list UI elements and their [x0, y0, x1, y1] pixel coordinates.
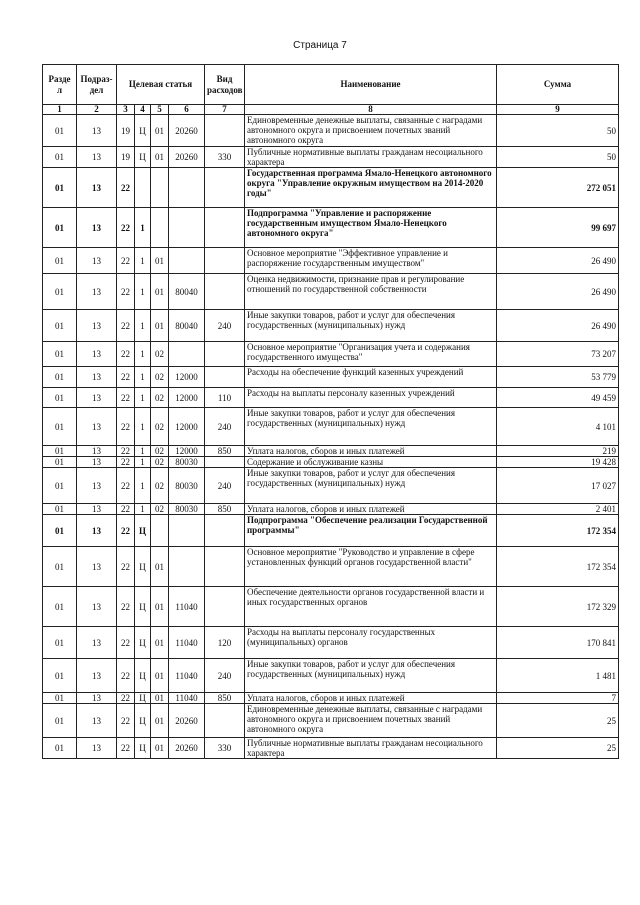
expense-type-cell: 240	[205, 310, 245, 342]
event-code-cell	[151, 168, 169, 208]
program-code-cell: 22	[117, 659, 135, 693]
program-code-cell: 22	[117, 248, 135, 274]
expense-type-cell: 110	[205, 388, 245, 408]
event-code-cell: 01	[151, 248, 169, 274]
program-code-cell: 22	[117, 693, 135, 704]
colnum: 6	[169, 105, 205, 115]
direction-code-cell: 11040	[169, 693, 205, 704]
name-cell: Обеспечение деятельности органов государственной власти и иных государственных органов	[245, 587, 497, 627]
direction-code-cell: 11040	[169, 659, 205, 693]
direction-code-cell	[169, 248, 205, 274]
sum-cell: 25	[497, 738, 619, 759]
subprogram-code-cell: 1	[135, 504, 151, 515]
subprogram-code-cell: Ц	[135, 587, 151, 627]
razdel-cell: 01	[43, 168, 77, 208]
podrazdel-cell: 13	[77, 274, 117, 310]
sum-cell: 25	[497, 704, 619, 738]
direction-code-cell: 12000	[169, 388, 205, 408]
table-row	[43, 457, 619, 468]
expense-type-cell: 850	[205, 446, 245, 457]
subprogram-code-cell: Ц	[135, 547, 151, 587]
subprogram-code-cell: 1	[135, 408, 151, 446]
subprogram-code-cell: Ц	[135, 515, 151, 547]
event-code-cell: 01	[151, 274, 169, 310]
event-code-cell: 01	[151, 587, 169, 627]
podrazdel-cell: 13	[77, 342, 117, 367]
razdel-cell: 01	[43, 367, 77, 388]
event-code-cell: 01	[151, 704, 169, 738]
sum-cell: 7	[497, 693, 619, 704]
sum-cell: 50	[497, 115, 619, 147]
razdel-cell: 01	[43, 115, 77, 147]
event-code-cell: 02	[151, 457, 169, 468]
expense-type-cell	[205, 274, 245, 310]
program-code-cell: 22	[117, 342, 135, 367]
program-code-cell: 22	[117, 468, 135, 504]
expense-type-cell	[205, 515, 245, 547]
direction-code-cell: 80040	[169, 310, 205, 342]
sum-cell: 172 354	[497, 515, 619, 547]
name-cell: Уплата налогов, сборов и иных платежей	[245, 446, 497, 457]
podrazdel-cell: 13	[77, 408, 117, 446]
expense-type-cell: 850	[205, 504, 245, 515]
program-code-cell: 22	[117, 446, 135, 457]
program-code-cell: 22	[117, 168, 135, 208]
subprogram-code-cell: Ц	[135, 147, 151, 168]
subprogram-code-cell: Ц	[135, 115, 151, 147]
page-label: Страница 7	[293, 40, 347, 51]
sum-cell: 73 207	[497, 342, 619, 367]
program-code-cell: 22	[117, 515, 135, 547]
name-cell: Иные закупки товаров, работ и услуг для обеспечения государственных (муниципальных) нужд	[245, 408, 497, 446]
sum-cell: 49 459	[497, 388, 619, 408]
table-row	[43, 147, 619, 168]
razdel-cell: 01	[43, 208, 77, 248]
table-row	[43, 367, 619, 388]
razdel-cell: 01	[43, 310, 77, 342]
header-naim: Наименование	[245, 65, 497, 105]
razdel-cell: 01	[43, 342, 77, 367]
razdel-cell: 01	[43, 408, 77, 446]
colnum: 7	[205, 105, 245, 115]
direction-code-cell: 11040	[169, 587, 205, 627]
sum-cell: 26 490	[497, 274, 619, 310]
subprogram-code-cell: 1	[135, 310, 151, 342]
direction-code-cell	[169, 342, 205, 367]
direction-code-cell: 20260	[169, 738, 205, 759]
expense-type-cell	[205, 704, 245, 738]
podrazdel-cell: 13	[77, 388, 117, 408]
name-cell: Иные закупки товаров, работ и услуг для обеспечения государственных (муниципальных) нужд	[245, 468, 497, 504]
razdel-cell: 01	[43, 504, 77, 515]
podrazdel-cell: 13	[77, 504, 117, 515]
sum-cell: 272 051	[497, 168, 619, 208]
table-row	[43, 342, 619, 367]
header-celevaya: Целевая статья	[117, 65, 205, 105]
razdel-cell: 01	[43, 587, 77, 627]
podrazdel-cell: 13	[77, 168, 117, 208]
program-code-cell: 19	[117, 115, 135, 147]
table-row	[43, 115, 619, 147]
expense-type-cell: 330	[205, 738, 245, 759]
name-cell: Оценка недвижимости, признание прав и регулирование отношений по государственной собственности	[245, 274, 497, 310]
subprogram-code-cell: 1	[135, 388, 151, 408]
direction-code-cell	[169, 208, 205, 248]
expense-type-cell	[205, 342, 245, 367]
podrazdel-cell: 13	[77, 515, 117, 547]
razdel-cell: 01	[43, 738, 77, 759]
direction-code-cell: 20260	[169, 704, 205, 738]
direction-code-cell: 80040	[169, 274, 205, 310]
razdel-cell: 01	[43, 446, 77, 457]
podrazdel-cell: 13	[77, 468, 117, 504]
sum-cell: 172 329	[497, 587, 619, 627]
direction-code-cell: 80030	[169, 457, 205, 468]
razdel-cell: 01	[43, 274, 77, 310]
program-code-cell: 22	[117, 587, 135, 627]
podrazdel-cell: 13	[77, 446, 117, 457]
podrazdel-cell: 13	[77, 738, 117, 759]
subprogram-code-cell: 1	[135, 274, 151, 310]
subprogram-code-cell: Ц	[135, 659, 151, 693]
colnum: 5	[151, 105, 169, 115]
direction-code-cell: 12000	[169, 367, 205, 388]
expense-type-cell: 240	[205, 468, 245, 504]
table-row	[43, 627, 619, 659]
table-row	[43, 388, 619, 408]
event-code-cell: 01	[151, 547, 169, 587]
expense-type-cell	[205, 168, 245, 208]
subprogram-code-cell: 1	[135, 248, 151, 274]
table-row	[43, 248, 619, 274]
sum-cell: 99 697	[497, 208, 619, 248]
program-code-cell: 22	[117, 367, 135, 388]
direction-code-cell	[169, 515, 205, 547]
program-code-cell: 22	[117, 388, 135, 408]
razdel-cell: 01	[43, 388, 77, 408]
podrazdel-cell: 13	[77, 147, 117, 168]
table-row	[43, 547, 619, 587]
subprogram-code-cell: 1	[135, 457, 151, 468]
razdel-cell: 01	[43, 457, 77, 468]
subprogram-code-cell: Ц	[135, 627, 151, 659]
podrazdel-cell: 13	[77, 115, 117, 147]
table-row	[43, 168, 619, 208]
event-code-cell: 01	[151, 659, 169, 693]
podrazdel-cell: 13	[77, 704, 117, 738]
name-cell: Подпрограмма "Управление и распоряжение государственным имуществом Ямало-Ненецкого автономного округа"	[245, 208, 497, 248]
table-row	[43, 515, 619, 547]
name-cell: Подпрограмма "Обеспечение реализации Государственной программы"	[245, 515, 497, 547]
colnum: 2	[77, 105, 117, 115]
program-code-cell: 22	[117, 310, 135, 342]
subprogram-code-cell: 1	[135, 446, 151, 457]
subprogram-code-cell: Ц	[135, 704, 151, 738]
table-row	[43, 587, 619, 627]
subprogram-code-cell: 1	[135, 342, 151, 367]
name-cell: Основное мероприятие "Эффективное управление и распоряжение государственным имуществом"	[245, 248, 497, 274]
colnum: 8	[245, 105, 497, 115]
sum-cell: 2 401	[497, 504, 619, 515]
program-code-cell: 22	[117, 208, 135, 248]
program-code-cell: 22	[117, 457, 135, 468]
program-code-cell: 22	[117, 274, 135, 310]
table-row	[43, 310, 619, 342]
program-code-cell: 22	[117, 704, 135, 738]
name-cell: Единовременные денежные выплаты, связанные с наградами автономного округа и присвоением почетных званий автономного округа	[245, 704, 497, 738]
event-code-cell: 01	[151, 115, 169, 147]
colnum: 1	[43, 105, 77, 115]
expense-type-cell: 240	[205, 659, 245, 693]
sum-cell: 4 101	[497, 408, 619, 446]
name-cell: Основное мероприятие "Руководство и управление в сфере установленных функций органов государственной власти"	[245, 547, 497, 587]
podrazdel-cell: 13	[77, 659, 117, 693]
razdel-cell: 01	[43, 627, 77, 659]
name-cell: Расходы на обеспечение функций казенных учреждений	[245, 367, 497, 388]
subprogram-code-cell: 1	[135, 468, 151, 504]
razdel-cell: 01	[43, 468, 77, 504]
event-code-cell: 02	[151, 342, 169, 367]
header-podrazdel: Подраз- дел	[77, 65, 117, 105]
expense-type-cell: 120	[205, 627, 245, 659]
colnum: 3	[117, 105, 135, 115]
event-code-cell: 02	[151, 504, 169, 515]
table-row	[43, 504, 619, 515]
name-cell: Государственная программа Ямало-Ненецкого автономного округа "Управление окружным имуществом на 2014-2020 годы"	[245, 168, 497, 208]
program-code-cell: 22	[117, 738, 135, 759]
event-code-cell: 01	[151, 693, 169, 704]
event-code-cell: 02	[151, 468, 169, 504]
sum-cell: 1 481	[497, 659, 619, 693]
direction-code-cell: 12000	[169, 446, 205, 457]
expense-type-cell	[205, 587, 245, 627]
subprogram-code-cell	[135, 168, 151, 208]
expense-type-cell: 240	[205, 408, 245, 446]
name-cell: Расходы на выплаты персоналу государственных (муниципальных) органов	[245, 627, 497, 659]
direction-code-cell: 20260	[169, 147, 205, 168]
column-number-row	[43, 105, 619, 115]
sum-cell: 53 779	[497, 367, 619, 388]
colnum: 4	[135, 105, 151, 115]
sum-cell: 26 490	[497, 310, 619, 342]
razdel-cell: 01	[43, 659, 77, 693]
podrazdel-cell: 13	[77, 248, 117, 274]
event-code-cell: 01	[151, 310, 169, 342]
subprogram-code-cell: 1	[135, 208, 151, 248]
sum-cell: 219	[497, 446, 619, 457]
razdel-cell: 01	[43, 704, 77, 738]
event-code-cell: 01	[151, 147, 169, 168]
table-row	[43, 208, 619, 248]
sum-cell: 17 027	[497, 468, 619, 504]
podrazdel-cell: 13	[77, 627, 117, 659]
subprogram-code-cell: Ц	[135, 738, 151, 759]
budget-table	[42, 64, 619, 759]
podrazdel-cell: 13	[77, 457, 117, 468]
podrazdel-cell: 13	[77, 367, 117, 388]
podrazdel-cell: 13	[77, 310, 117, 342]
sum-cell: 172 354	[497, 547, 619, 587]
podrazdel-cell: 13	[77, 547, 117, 587]
razdel-cell: 01	[43, 693, 77, 704]
name-cell: Единовременные денежные выплаты, связанные с наградами автономного округа и присвоением почетных званий автономного округа	[245, 115, 497, 147]
direction-code-cell: 80030	[169, 468, 205, 504]
direction-code-cell: 80030	[169, 504, 205, 515]
expense-type-cell: 850	[205, 693, 245, 704]
razdel-cell: 01	[43, 147, 77, 168]
program-code-cell: 22	[117, 504, 135, 515]
header-row	[43, 65, 619, 105]
program-code-cell: 22	[117, 547, 135, 587]
event-code-cell: 02	[151, 367, 169, 388]
name-cell: Содержание и обслуживание казны	[245, 457, 497, 468]
direction-code-cell: 11040	[169, 627, 205, 659]
event-code-cell	[151, 515, 169, 547]
direction-code-cell: 12000	[169, 408, 205, 446]
event-code-cell: 02	[151, 408, 169, 446]
name-cell: Уплата налогов, сборов и иных платежей	[245, 504, 497, 515]
name-cell: Иные закупки товаров, работ и услуг для обеспечения государственных (муниципальных) нужд	[245, 310, 497, 342]
name-cell: Основное мероприятие "Организация учета и содержания государственного имущества"	[245, 342, 497, 367]
podrazdel-cell: 13	[77, 693, 117, 704]
event-code-cell: 01	[151, 627, 169, 659]
expense-type-cell	[205, 248, 245, 274]
header-razdel: Разде л	[43, 65, 77, 105]
name-cell: Уплата налогов, сборов и иных платежей	[245, 693, 497, 704]
sum-cell: 50	[497, 147, 619, 168]
name-cell: Публичные нормативные выплаты гражданам несоциального характера	[245, 147, 497, 168]
program-code-cell: 22	[117, 627, 135, 659]
expense-type-cell	[205, 115, 245, 147]
table-row	[43, 738, 619, 759]
sum-cell: 26 490	[497, 248, 619, 274]
podrazdel-cell: 13	[77, 208, 117, 248]
table-row	[43, 659, 619, 693]
sum-cell: 19 428	[497, 457, 619, 468]
razdel-cell: 01	[43, 515, 77, 547]
subprogram-code-cell: Ц	[135, 693, 151, 704]
expense-type-cell	[205, 547, 245, 587]
razdel-cell: 01	[43, 248, 77, 274]
subprogram-code-cell: 1	[135, 367, 151, 388]
table-row	[43, 693, 619, 704]
event-code-cell	[151, 208, 169, 248]
header-summa: Сумма	[497, 65, 619, 105]
colnum: 9	[497, 105, 619, 115]
name-cell: Публичные нормативные выплаты гражданам несоциального характера	[245, 738, 497, 759]
direction-code-cell	[169, 547, 205, 587]
expense-type-cell: 330	[205, 147, 245, 168]
event-code-cell: 02	[151, 446, 169, 457]
direction-code-cell: 20260	[169, 115, 205, 147]
program-code-cell: 19	[117, 147, 135, 168]
expense-type-cell	[205, 457, 245, 468]
razdel-cell: 01	[43, 547, 77, 587]
name-cell: Иные закупки товаров, работ и услуг для обеспечения государственных (муниципальных) нужд	[245, 659, 497, 693]
podrazdel-cell: 13	[77, 587, 117, 627]
event-code-cell: 01	[151, 738, 169, 759]
header-vid: Вид расходов	[205, 65, 245, 105]
table-row	[43, 446, 619, 457]
direction-code-cell	[169, 168, 205, 208]
event-code-cell: 02	[151, 388, 169, 408]
expense-type-cell	[205, 208, 245, 248]
table-row	[43, 408, 619, 446]
program-code-cell: 22	[117, 408, 135, 446]
name-cell: Расходы на выплаты персоналу казенных учреждений	[245, 388, 497, 408]
sum-cell: 170 841	[497, 627, 619, 659]
expense-type-cell	[205, 367, 245, 388]
table-row	[43, 468, 619, 504]
table-row	[43, 274, 619, 310]
table-row	[43, 704, 619, 738]
